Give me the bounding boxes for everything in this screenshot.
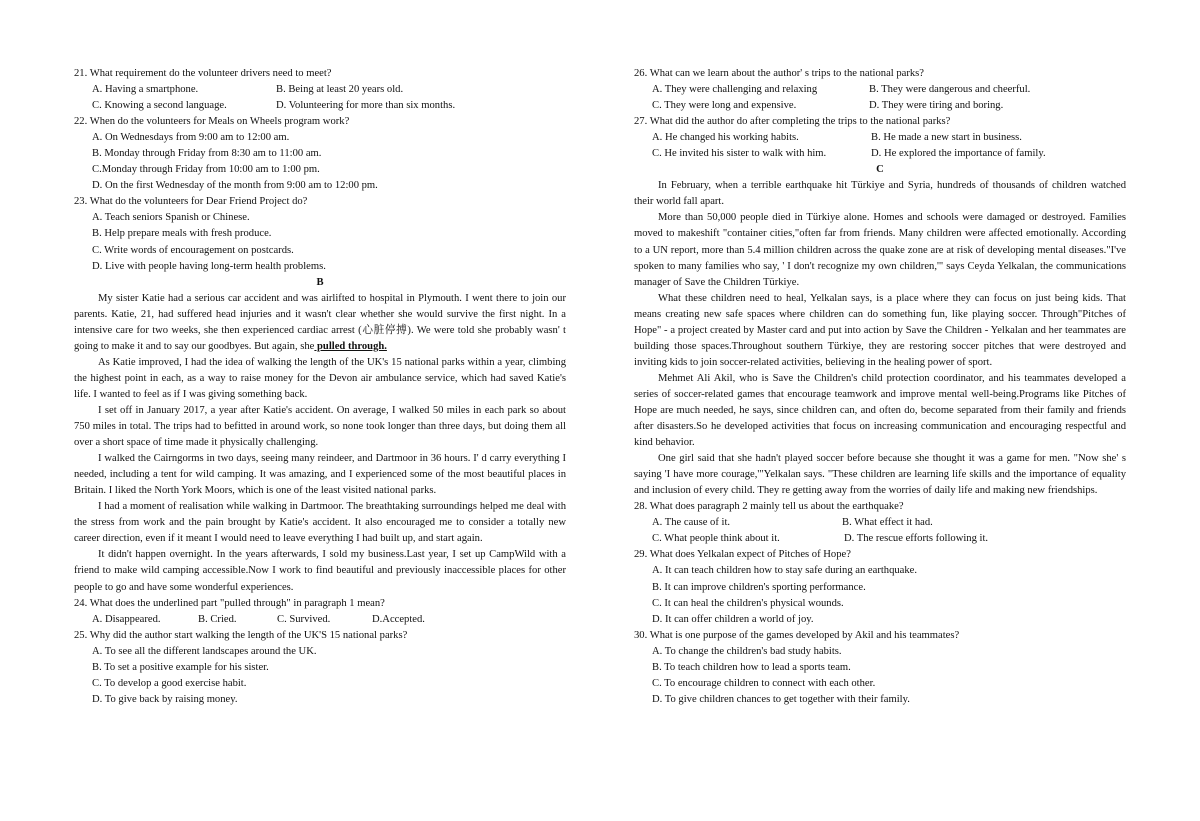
passage-b-paragraph-1-text: My sister Katie had a serious car accident and was airlifted to hospital in Plymouth. I went there to join our parents. Katie, 21, had suffered head injuries and it wasn't clear whether she would survive the first night. In a intensive care for two weeks, she then experienced cardiac arrest (心脏停搏). We were told she probably wasn' t going to make it and to say our goodbyes. But again, she — [74, 292, 566, 352]
passage-b-paragraph-2: As Katie improved, I had the idea of walking the length of the UK's 15 national parks within a year, climbing the highest point in each, as a way to raise money for the Devon air ambulance service, which had saved Katie's life. I wanted to feel as if I was giving something back. — [74, 356, 566, 400]
question-28-option-d: D. The rescue efforts following it. — [844, 533, 989, 545]
question-30-option-d: D. To give children chances to get together with their family. — [652, 693, 910, 705]
question-29-option-d: D. It can offer children a world of joy. — [652, 613, 814, 625]
passage-b-paragraph-5: I had a moment of realisation while walking in Dartmoor. The breathtaking surroundings helped me deal with the stress from work and the pain brought by Katie's accident. It also encouraged me to consider a totally new career direction, even if it meant I would need to leave everything I had built up, and start again. — [74, 501, 566, 545]
question-28-option-a: A. The cause of it. — [652, 517, 731, 529]
question-26-option-a: A. They were challenging and relaxing — [652, 84, 818, 96]
question-23-option-d: D. Live with people having long-term health problems. — [92, 260, 326, 272]
question-21-option-d: D. Volunteering for more than six months. — [276, 100, 456, 112]
question-21-stem: 21. What requirement do the volunteer drivers need to meet? — [74, 68, 332, 79]
question-24-option-c: C. Survived. — [277, 613, 331, 625]
question-23-option-a: A. Teach seniors Spanish or Chinese. — [92, 212, 250, 224]
question-29-option-b: B. It can improve children's sporting performance. — [652, 581, 866, 593]
question-27-option-b: B. He made a new start in business. — [871, 132, 1022, 144]
question-22-option-b: B. Monday through Friday from 8:30 am to 11:00 am. — [92, 148, 322, 160]
question-21-options-ab — [74, 82, 566, 98]
question-25-option-c: C. To develop a good exercise habit. — [92, 677, 247, 689]
question-27-options-ab — [634, 130, 1126, 146]
question-23-option-b: B. Help prepare meals with fresh produce. — [92, 228, 272, 240]
passage-b-paragraph-6: It didn't happen overnight. In the years afterwards, I sold my business.Last year, I set up CampWild with a friend to make wild camping accessible.Now I work to find beautiful and previously inaccessible places for other people to go and have some wonderful experiences. — [74, 549, 566, 593]
question-27-option-c: C. He invited his sister to walk with him. — [652, 148, 827, 160]
question-21-option-a: A. Having a smartphone. — [92, 84, 199, 96]
question-24-options — [74, 612, 566, 628]
question-28-options-cd — [634, 531, 1126, 547]
question-23-option-c: C. Write words of encouragement on postcards. — [92, 244, 294, 256]
question-29-option-a: A. It can teach children how to stay safe during an earthquake. — [652, 565, 918, 577]
passage-c-paragraph-5: One girl said that she hadn't played soccer before because she thought it was a game for men. "Now she' s saying 'I have more courage,'"Yelkalan says. "These children are learning life skills and the importance of equality and inclusion of every child. They re getting away from the worries of daily life and making new friendships. — [634, 453, 1126, 497]
passage-b-paragraph-1 — [74, 291, 566, 355]
section-b-heading: B — [316, 276, 324, 288]
passage-c-paragraph-1: In February, when a terrible earthquake hit Türkiye and Syria, hundreds of thousands of children watched their world fall apart. — [634, 180, 1126, 208]
question-24-stem: 24. What does the underlined part "pulled through" in paragraph 1 mean? — [74, 597, 385, 609]
question-26-stem: 26. What can we learn about the author' s trips to the national parks? — [634, 68, 925, 79]
section-c-heading: C — [876, 164, 884, 176]
question-25-option-a: A. To see all the different landscapes around the UK. — [92, 645, 317, 657]
question-22-option-d: D. On the first Wednesday of the month from 9:00 am to 12:00 pm. — [92, 180, 378, 192]
passage-b-paragraph-3: I set off in January 2017, a year after Katie's accident. On average, I walked 50 miles in each park so about 750 miles in total. The trips had to befitted in around work, so none took longer than three days, but doing them all over a short space of time made it physically challenging. — [74, 404, 566, 449]
right-column — [634, 66, 1126, 708]
question-26-options-cd — [634, 98, 1126, 114]
question-28-options-ab — [634, 515, 1126, 531]
question-26-options-ab — [634, 82, 1126, 98]
question-21-option-b: B. Being at least 20 years old. — [276, 84, 404, 96]
question-23-stem: 23. What do the volunteers for Dear Friend Project do? — [74, 196, 308, 208]
question-25-option-d: D. To give back by raising money. — [92, 693, 238, 705]
question-27-options-cd — [634, 146, 1126, 162]
question-27-option-a: A. He changed his working habits. — [652, 132, 799, 144]
question-27-stem: 27. What did the author do after completing the trips to the national parks? — [634, 116, 951, 128]
question-21-option-c: C. Knowing a second language. — [92, 100, 227, 112]
question-22-option-c: C.Monday through Friday from 10:00 am to 1:00 pm. — [92, 164, 320, 176]
question-30-option-c: C. To encourage children to connect with each other. — [652, 677, 876, 689]
question-29-option-c: C. It can heal the children's physical wounds. — [652, 597, 844, 609]
passage-c-paragraph-4: Mehmet Ali Akil, who is Save the Children's child protection coordinator, and his teammates developed a series of soccer-related games that encourage teamwork and improve mental well-being.Programs like Pitches of Hope are much needed, he says, since children can, and often do, become separated from their family and friends after disasters.So he developed activities that focus on increasing communication and encouraging respectful and kind behavior. — [634, 372, 1126, 449]
question-29-stem: 29. What does Yelkalan expect of Pitches of Hope? — [634, 549, 851, 561]
question-28-option-b: B. What effect it had. — [842, 517, 933, 529]
question-22-option-a: A. On Wednesdays from 9:00 am to 12:00 am. — [92, 132, 290, 144]
question-25-stem: 25. Why did the author start walking the length of the UK'S 15 national parks? — [74, 629, 408, 641]
left-column — [74, 66, 566, 708]
question-26-option-b: B. They were dangerous and cheerful. — [869, 84, 1031, 96]
underlined-phrase: pulled through. — [314, 340, 387, 352]
question-21-options-cd — [74, 98, 566, 114]
question-26-option-d: D. They were tiring and boring. — [869, 100, 1004, 112]
question-26-option-c: C. They were long and expensive. — [652, 100, 797, 112]
passage-b-paragraph-4: I walked the Cairngorms in two days, seeing many reindeer, and Dartmoor in 36 hours. I' d carry everything I needed, including a tent for wild camping. It was amazing, and I experienced some of the most beautiful places in Britain. I liked the North York Moors, which is one of the least visited national parks. — [74, 453, 566, 497]
question-30-option-b: B. To teach children how to lead a sports team. — [652, 661, 851, 673]
question-24-option-a: A. Disappeared. — [92, 613, 161, 625]
question-30-option-a: A. To change the children's bad study habits. — [652, 645, 842, 657]
question-22-stem: 22. When do the volunteers for Meals on Wheels program work? — [74, 116, 350, 128]
question-28-option-c: C. What people think about it. — [652, 533, 780, 545]
question-24-option-d: D.Accepted. — [372, 613, 425, 625]
question-25-option-b: B. To set a positive example for his sister. — [92, 661, 269, 673]
passage-c-paragraph-3: What these children need to heal, Yelkalan says, is a place where they can focus on just being kids. That means creating new safe spaces where children can do something fun, like playing soccer. Through"Pitches of Hope" - a project created by Master card and put into action by Save the Children - Yelkalan and her teammates are building those spaces.Throughout southern Türkiye, they are restoring soccer pitches that were destroyed and inviting kids to join soccer-related activities, believing in the healing power of sport. — [634, 292, 1126, 368]
question-28-stem: 28. What does paragraph 2 mainly tell us about the earthquake? — [634, 501, 904, 513]
question-24-option-b: B. Cried. — [198, 613, 237, 625]
question-30-stem: 30. What is one purpose of the games developed by Akil and his teammates? — [634, 629, 960, 641]
passage-c-paragraph-2: More than 50,000 people died in Türkiye alone. Homes and schools were damaged or destroyed. Families moved to makeshift "container cities,"often far from friends. Many children were affected emotionally. According to a UN report, more than 5.4 million children across the quake zone are at risk of developing mental diseases."I've spoken to many families who say, ' I don't recognize my own children,'" says Ceyda Yelkalan, the communications manager of Save the Children Türkiye. — [634, 212, 1126, 288]
question-27-option-d: D. He explored the importance of family. — [871, 148, 1046, 160]
